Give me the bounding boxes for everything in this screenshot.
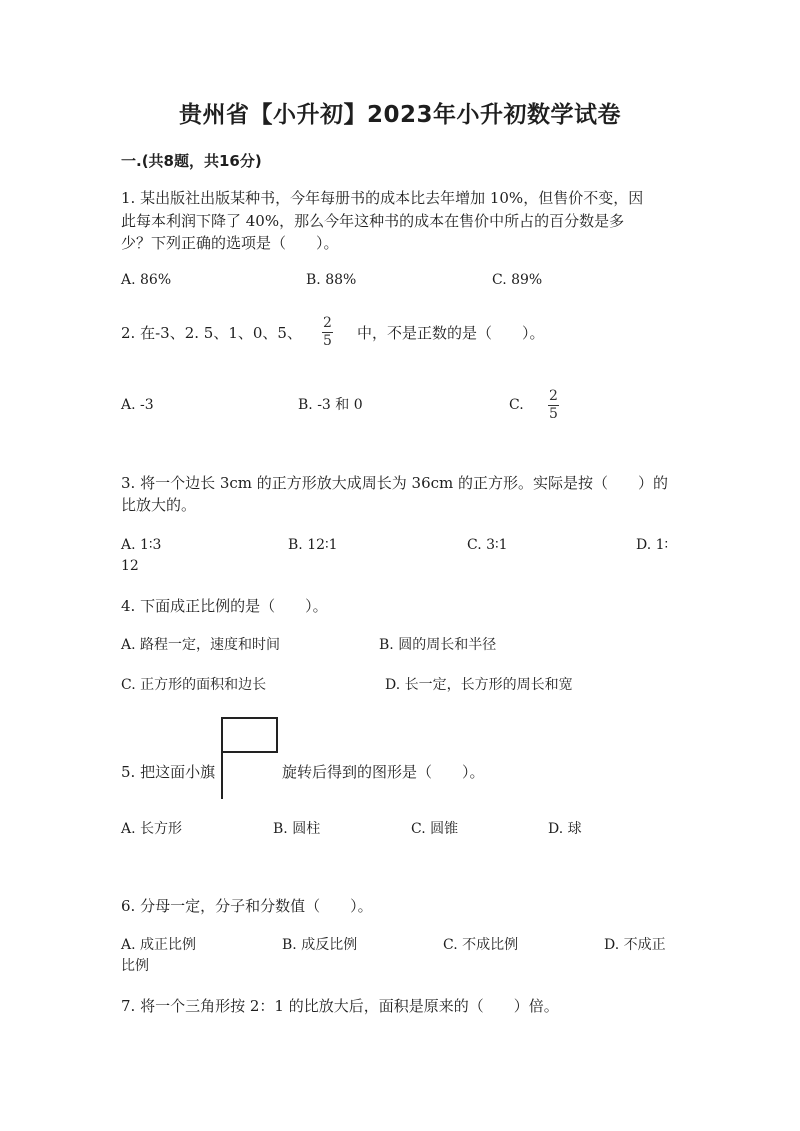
question-6-option-d-wrap: 比例 [121, 958, 149, 974]
question-3-option-b: B. 12∶1 [288, 537, 338, 553]
question-4-option-c: C. 正方形的面积和边长 [121, 677, 267, 693]
question-1-line-2: 此每本利润下降了 40%，那么今年这种书的成本在售价中所占的百分数是多 [121, 212, 625, 230]
fraction-numerator: 2 [323, 315, 332, 331]
question-3-option-d: D. 1∶ [636, 537, 669, 553]
question-1-option-b: B. 88% [306, 272, 357, 288]
question-3-option-a: A. 1∶3 [121, 537, 162, 553]
question-1-line-1: 1. 某出版社出版某种书，今年每册书的成本比去年增加 10%，但售价不变，因 [121, 189, 644, 207]
question-3-line-2: 比放大的。 [121, 496, 197, 514]
flag-cloth [222, 718, 277, 752]
question-5-option-b: B. 圆柱 [273, 821, 321, 837]
question-2-option-c: C. [509, 397, 524, 413]
question-3-option-c: C. 3∶1 [467, 537, 508, 553]
question-5-stem-end: 旋转后得到的图形是（ ）。 [282, 763, 485, 781]
question-6-option-b: B. 成反比例 [282, 937, 358, 953]
question-5-option-a: A. 长方形 [121, 821, 183, 837]
question-5-option-c: C. 圆锥 [411, 821, 459, 837]
question-6-option-a: A. 成正比例 [121, 937, 197, 953]
fraction-denominator: 5 [323, 333, 332, 349]
question-2-option-a: A. -3 [121, 397, 154, 413]
question-1-line-3: 少？下列正确的选项是（ ）。 [121, 234, 339, 252]
question-6-option-d: D. 不成正 [604, 937, 666, 953]
question-5-stem-start: 5. 把这面小旗 [121, 763, 216, 781]
question-2-stem-end: 中，不是正数的是（ ）。 [357, 324, 545, 342]
question-7-stem: 7. 将一个三角形按 2：1 的比放大后，面积是原来的（ ）倍。 [121, 997, 559, 1015]
question-6-option-c: C. 不成比例 [443, 937, 519, 953]
fraction-denominator: 5 [549, 406, 558, 422]
question-1-option-c: C. 89% [492, 272, 543, 288]
question-4-option-d: D. 长一定，长方形的周长和宽 [385, 677, 573, 693]
question-1-option-a: A. 86% [121, 272, 172, 288]
section-heading: 一.(共8题，共16分) [121, 152, 262, 170]
question-3-option-d-wrap: 12 [121, 558, 139, 574]
question-2-stem-start: 2. 在-3、2. 5、1、0、5、 [121, 324, 302, 342]
question-4-option-a: A. 路程一定，速度和时间 [121, 637, 281, 653]
question-2-option-b: B. -3 和 0 [298, 397, 363, 413]
flag-figure [219, 717, 281, 801]
question-4-option-b: B. 圆的周长和半径 [379, 637, 497, 653]
question-2-option-c-fraction [548, 389, 559, 422]
fraction-numerator: 2 [549, 388, 558, 404]
question-4-stem: 4. 下面成正比例的是（ ）。 [121, 597, 328, 615]
question-5-option-d: D. 球 [548, 821, 582, 837]
question-6-stem: 6. 分母一定，分子和分数值（ ）。 [121, 897, 373, 915]
page-title: 贵州省【小升初】2023年小升初数学试卷 [178, 102, 621, 128]
question-2-fraction [322, 316, 333, 349]
question-3-line-1: 3. 将一个边长 3cm 的正方形放大成周长为 36cm 的正方形。实际是按（ ）的 [121, 474, 669, 492]
